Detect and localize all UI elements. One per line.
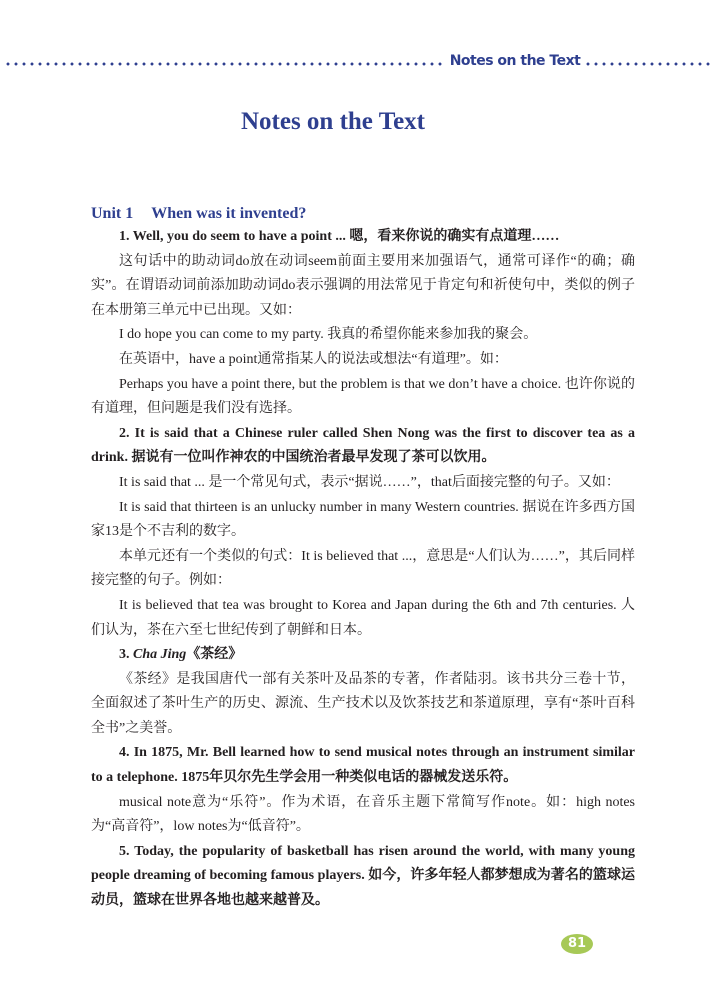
unit-number: Unit 1 xyxy=(91,205,134,222)
running-head xyxy=(0,52,710,74)
unit-title: When was it invented? xyxy=(151,205,307,222)
note-title-chinese: 《茶经》 xyxy=(186,647,243,663)
unit-heading xyxy=(91,203,635,225)
page-number-badge: 81 xyxy=(561,934,593,954)
note-example: I do hope you can come to my party. 我真的希望你能来参加我的聚会。 xyxy=(119,327,538,343)
note-heading xyxy=(91,643,635,668)
note-paragraph: 这句话中的助动词do放在动词seem前面主要用来加强语气，通常可译作“的确；确实”。在谓语动词前添加助动词do表示强调的用法常见于肯定句和祈使句中，类似的例子在本册第三单元中已出现。又如： xyxy=(91,253,635,318)
note-example: It is said that thirteen is an unlucky number in many Western countries. 据说在许多西方国家13是个不吉利的数字。 xyxy=(91,499,635,540)
note-paragraph: 本单元还有一个类似的句式：It is believed that ...，意思是“人们认为……”，其后同样接完整的句子。例如： xyxy=(91,548,635,589)
page-title: Notes on the Text xyxy=(240,108,426,135)
note-2 xyxy=(91,422,635,643)
note-paragraph: It is said that ... 是一个常见句式，表示“据说……”，that后面接完整的句子。又如： xyxy=(119,474,620,490)
notes-content xyxy=(91,203,635,914)
note-heading: 1. Well, you do seem to have a point ... 嗯，看来你说的确实有点道理…… xyxy=(119,229,560,244)
dotted-rule-right xyxy=(584,62,710,66)
note-example: Perhaps you have a point there, but the problem is that we don’t have a choice. 也许你说的有道理，但问题是我们没有选择。 xyxy=(91,376,635,417)
note-5 xyxy=(91,840,635,914)
note-1 xyxy=(91,225,635,422)
note-4 xyxy=(91,741,635,839)
note-paragraph: 《茶经》是我国唐代一部有关茶叶及品茶的专著，作者陆羽。该书共分三卷十节，全面叙述了茶叶生产的历史、源流、生产技术以及饮茶技艺和茶道原理，享有“茶叶百科全书”之美誉。 xyxy=(91,671,635,736)
note-3 xyxy=(91,643,635,741)
note-paragraph: 在英语中，have a point通常指某人的说法或想法“有道理”。如： xyxy=(119,351,508,367)
note-example: It is believed that tea was brought to Korea and Japan during the 6th and 7th centuries. 人们认为，茶在六至七世纪传到了朝鲜和日本。 xyxy=(91,597,635,638)
note-heading: 5. Today, the popularity of basketball has risen around the world, with many young people dreaming of becoming famous players. 如今，许多年轻人都梦想成为著名的篮球运动员，篮球在世界各地也越来越普及。 xyxy=(91,843,635,909)
dotted-rule-left xyxy=(4,62,444,66)
note-heading: 4. In 1875, Mr. Bell learned how to send musical notes through an instrument similar to a telephone. 1875年贝尔先生学会用一种类似电话的器械发送乐符。 xyxy=(91,745,635,786)
note-number: 3. xyxy=(119,647,133,663)
running-head-title: Notes on the Text xyxy=(449,53,581,69)
note-paragraph: musical note意为“乐符”。作为术语，在音乐主题下常简写作note。如：high notes为“高音符”，low notes为“低音符”。 xyxy=(91,794,635,835)
note-title-italic: Cha Jing xyxy=(133,647,187,663)
note-heading: 2. It is said that a Chinese ruler called Shen Nong was the first to discover tea as a drink. 据说有一位叫作神农的中国统治者最早发现了茶可以饮用。 xyxy=(91,425,635,466)
